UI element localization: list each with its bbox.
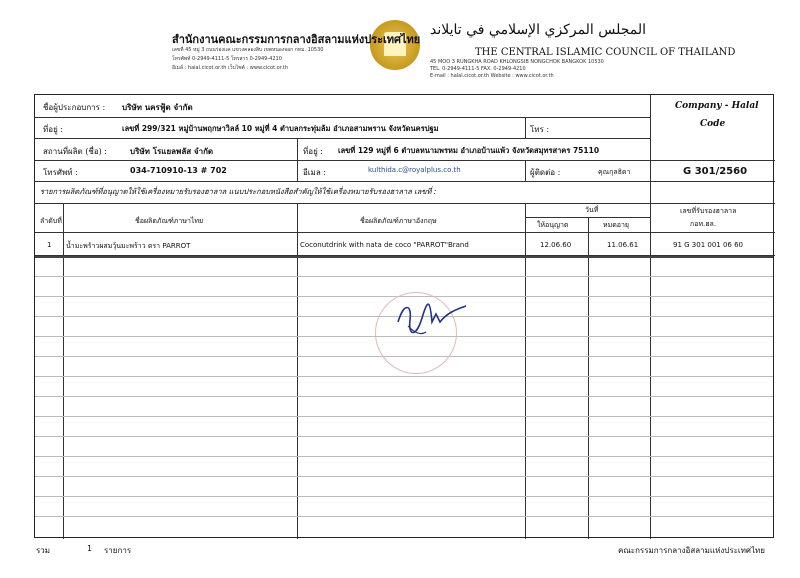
phone2-label: โทรศัพท์ : [43,168,78,177]
col-cert-header-2: กอท.ฮล. [690,220,717,228]
phone2-value: 034-710910-13 # 702 [130,166,227,175]
col-expire-header: หมดอายุ [603,221,630,229]
factory-address-value: เลขที่ 129 หมู่ที่ 6 ตำบลหนามพรหม อำเภอบ้านแพ้ว จังหวัดสมุทรสาคร 75110 [338,146,600,155]
row-no: 1 [47,241,52,249]
operator-label: ชื่อผู้ประกอบการ : [43,103,106,112]
org-contact-en: TEL. 0-2949-4111-5 FAX. 0-2949-4210 [430,66,526,72]
total-unit: รายการ [104,546,132,555]
footer-org-name: คณะกรรมการกลางอิสลามแห่งประเทศไทย [618,546,765,555]
org-name-ar: المجلس المركزي الإسلامي في تايلاند [430,22,647,38]
operator-value: บริษัท นครฟู้ด จำกัด [122,103,193,112]
col-cert-header: เลขที่รับรองฮาลาล [680,207,737,215]
company-halal-label: Company - Halal [675,101,759,111]
address-label: ที่อยู่ : [43,125,64,134]
org-address-th: เลขที่ 45 หมู่ 3 ถนนร่องแค แขวงคลองสิบ เขตหนองจอก กทม. 10530 [172,47,324,53]
row-name-th: น้ำมะพร้าวผสมวุ้นมะพร้าว ตรา PARROT [66,242,191,250]
code-label: Code [700,119,726,129]
org-name-th: สำนักงานคณะกรรมการกลางอิสลามแห่งประเทศไทย [172,33,421,46]
total-label: รวม [36,546,51,555]
address-value: เลขที่ 299/321 หมู่บ้านพฤกษาวิลล์ 10 หมู่ที่ 4 ตำบลกระทุ่มล้ม อำเภอสามพราน จังหวัดนครปฐม [122,124,439,133]
org-contact-th: โทรศัพท์ 0-2949-4111-5 โทรสาร 0-2949-4210 [172,56,282,62]
col-issue-header: ให้อนุญาต [537,221,569,229]
row-expire-date: 11.06.61 [607,241,639,249]
row-name-en: Coconutdrink with nata de coco "PARROT"Brand [300,241,469,249]
product-list-note: รายการผลิตภัณฑ์ที่อนุญาตให้ใช้เครื่องหมายรับรองฮาลาล แนบประกอบหนังสือสำคัญให้ใช้เครื่องหมายรับรองฮาลาล เลขที่ : [40,187,437,196]
col-name-th-header: ชื่อผลิตภัณฑ์ภาษาไทย [135,217,204,225]
factory-address-label: ที่อยู่ : [303,147,324,156]
org-address-en: 45 MOO 3 RUNGKHA ROAD KHLONGSIB NONGCHOK BANGKOK 10530 [430,59,604,65]
factory-label: สถานที่ผลิต (ชื่อ) : [43,147,108,156]
contact-value: คุณกุลธิดา [598,168,631,176]
row-separator [35,256,773,258]
org-name-en: THE CENTRAL ISLAMIC COUNCIL OF THAILAND [475,47,736,58]
row-issue-date: 12.06.60 [540,241,572,249]
email-value: kulthida.c@royalplus.co.th [368,166,461,174]
row-cert-no: 91 G 301 001 06 60 [673,241,743,249]
org-web-th: อีเมล์ : halal.cicot.or.th เว็บไซต์ : www.cicot.or.th [172,65,289,71]
total-value: 1 [87,544,93,553]
col-date-header: วันที่ [585,206,599,214]
email-label: อีเมล : [303,168,326,177]
phone1-label: โทร : [530,125,550,134]
halal-code-value: G 301/2560 [683,166,748,177]
col-name-en-header: ชื่อผลิตภัณฑ์ภาษาอังกฤษ [360,217,437,225]
col-no-header: ลำดับที่ [40,217,62,225]
org-web-en: E-mail : halal.cicot.or.th Website : www.cicot.or.th [430,73,554,79]
factory-value: บริษัท โรแยลพลัส จำกัด [130,147,214,156]
contact-label: ผู้ติดต่อ : [530,168,561,177]
signature [390,292,470,352]
